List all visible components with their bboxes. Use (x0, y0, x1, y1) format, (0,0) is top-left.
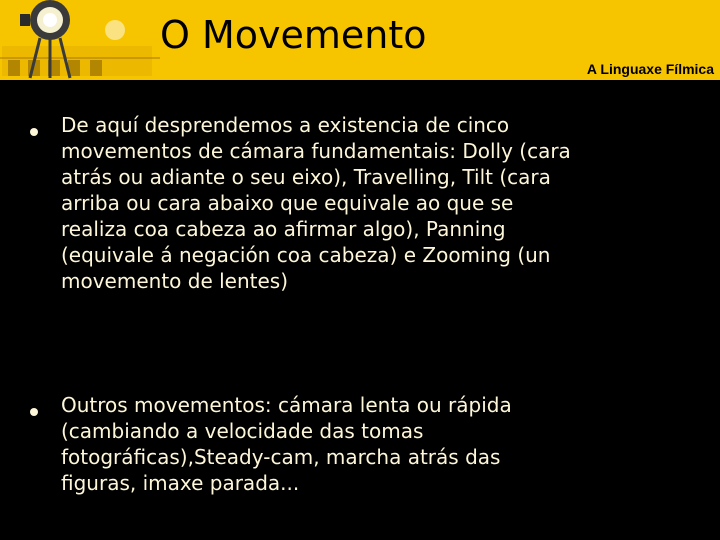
bullet-text: De aquí desprendemos a existencia de cinco movementos de cámara fundamentais: Dolly (cara atrás ou adiante o seu eixo), Travelling, Tilt (cara arriba ou cara abaixo que equivale ao que se realiza coa cabeza ao afirmar algo), Panning (equivale á negación coa cabeza) e Zooming (un movemento de lentes) (61, 113, 571, 293)
slide-title: O Movemento (160, 13, 427, 57)
bullet-text: Outros movementos: cámara lenta ou rápida (cambiando a velocidade das tomas fotográficas),Steady-cam, marcha atrás das figuras, imaxe parada... (61, 393, 512, 495)
bullet-dot-icon (30, 408, 38, 416)
bullet-dot-icon (30, 128, 38, 136)
film-spotlight-icon (0, 0, 160, 80)
slide-subtitle: A Linguaxe Fílmica (586, 61, 714, 77)
header-bar (0, 0, 720, 80)
